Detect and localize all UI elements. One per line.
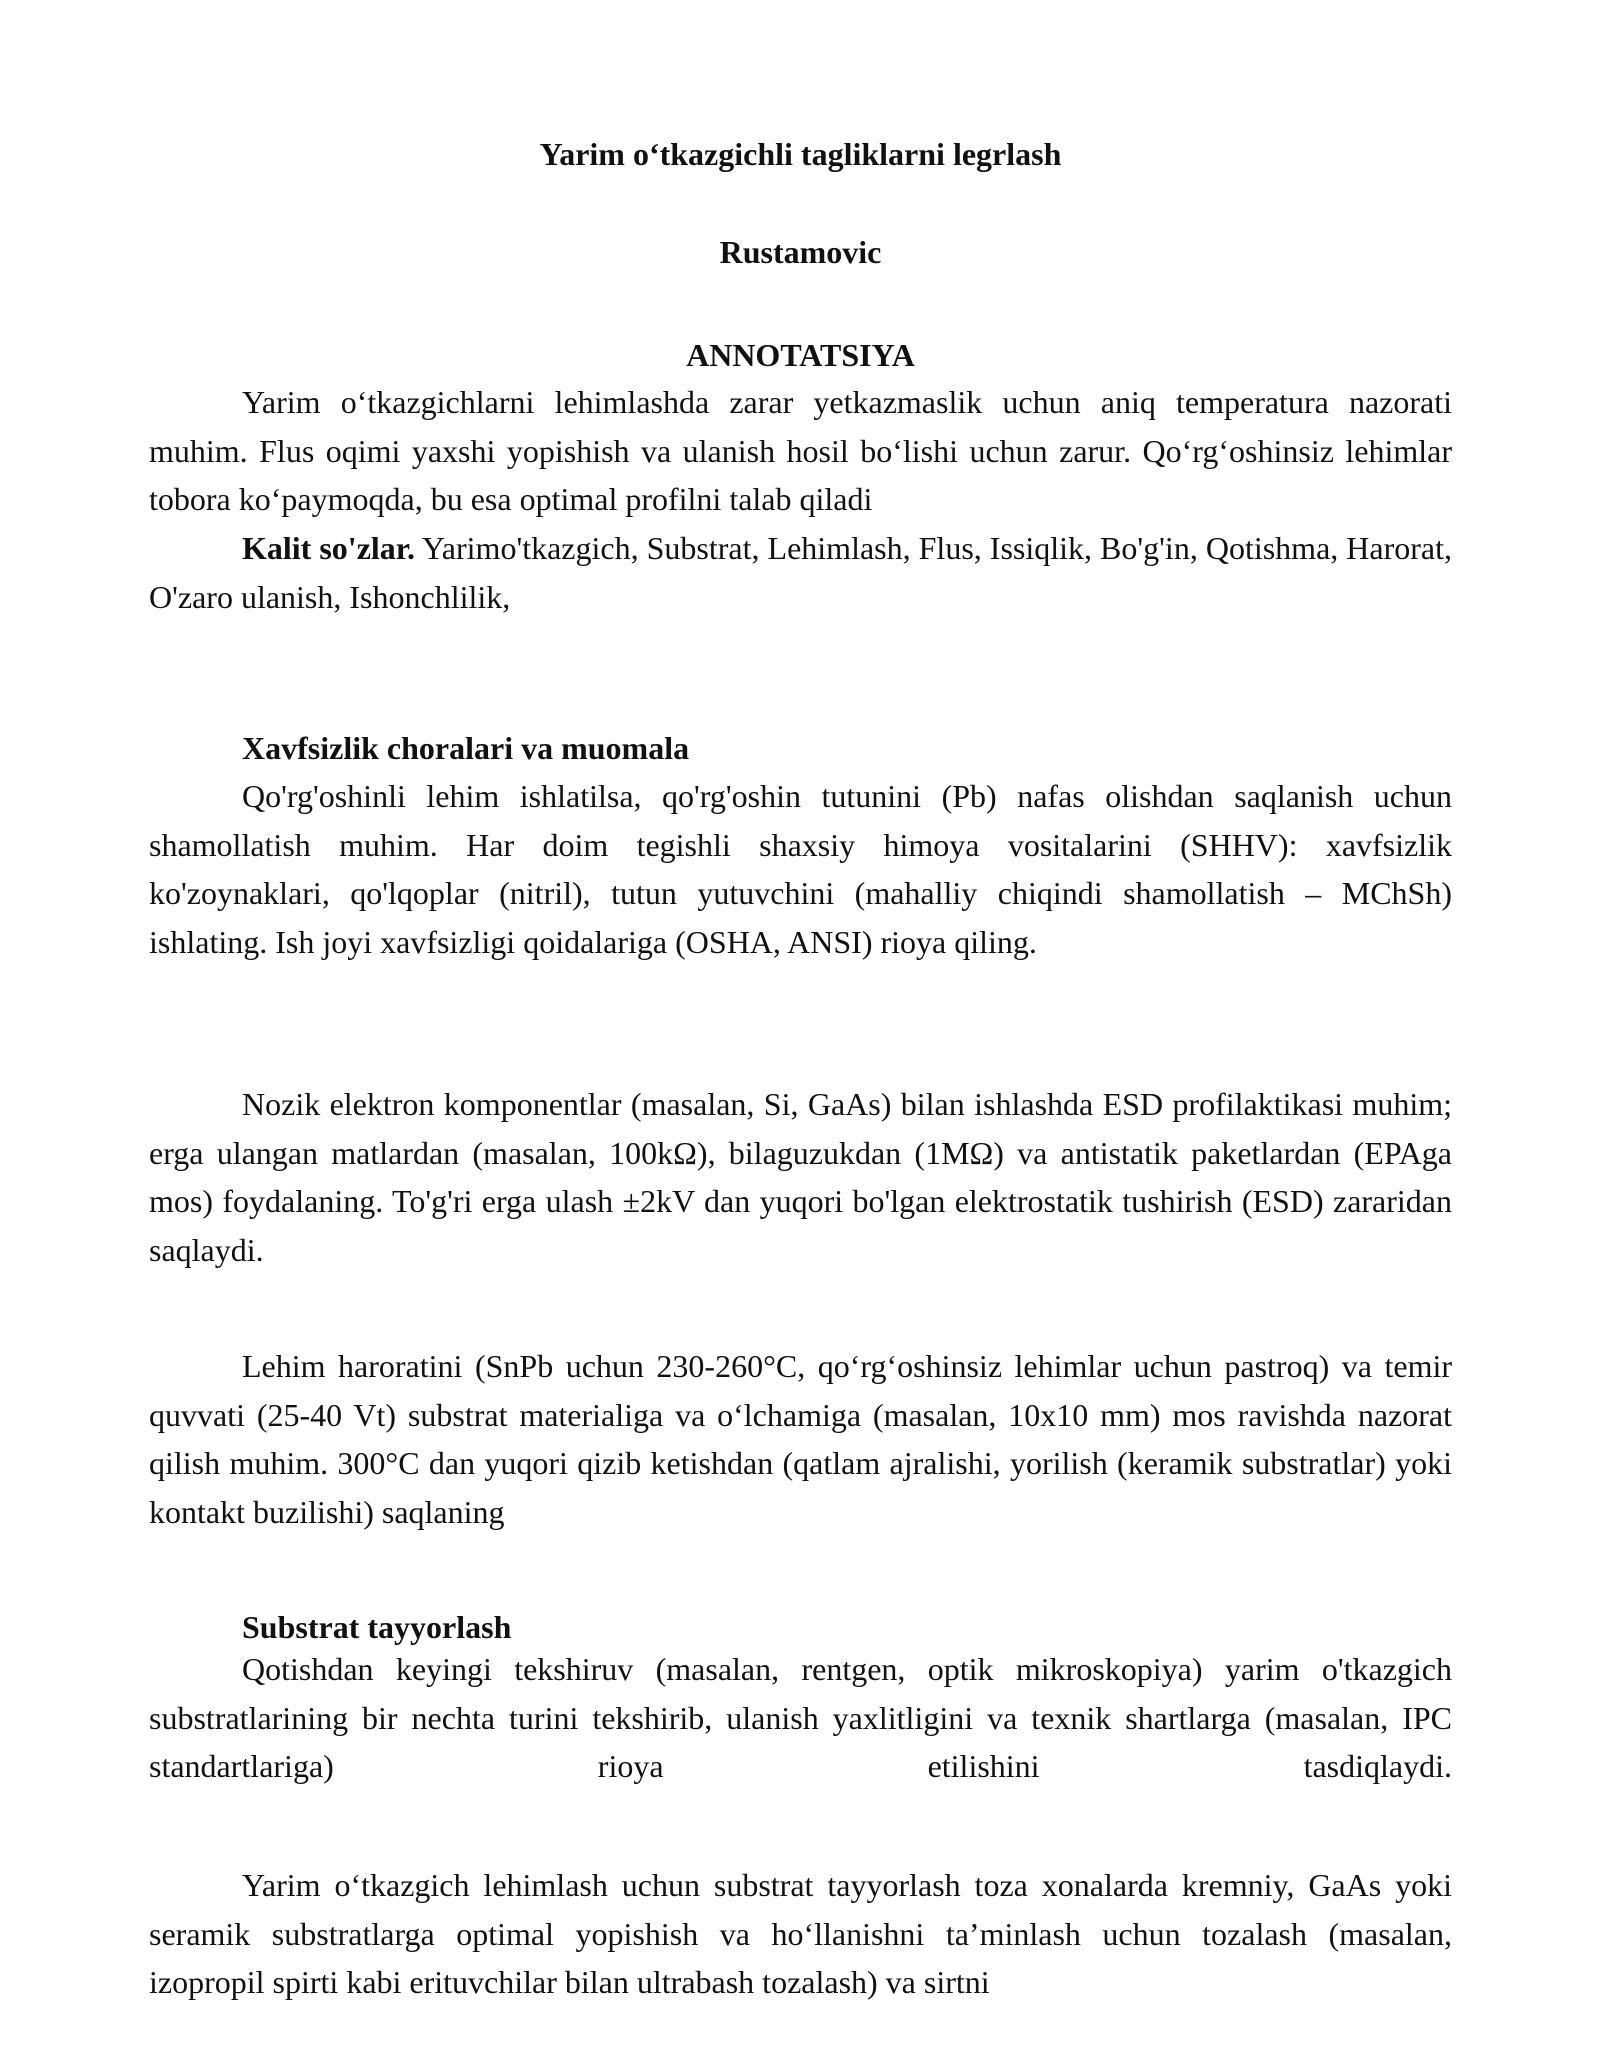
annotation-heading: ANNOTATSIYA — [686, 337, 915, 373]
section-heading-safety: Xavfsizlik choralari va muomala — [242, 730, 690, 766]
document-title: Yarim o‘tkazgichli tagliklarni legrlash — [539, 136, 1062, 172]
keywords-paragraph — [149, 524, 1452, 621]
keywords-list: Yarimo'tkazgich, Substrat, Lehimlash, Flus, Issiqlik, Bo'g'in, Qotishma, Harorat, O'zaro ulanish, Ishonchlilik, — [149, 530, 1453, 615]
substrate-paragraph-1: Qotishdan keyingi tekshiruv (masalan, rentgen, optik mikroskopiya) yarim o'tkazgich substratlarining bir nechta turini tekshirib, ulanish yaxlitligini va texnik shartlarga (masalan, IPC standartlariga) rioya etilishini tasdiqlaydi. — [149, 1651, 1452, 1785]
safety-paragraph-2: Nozik elektron komponentlar (masalan, Si, GaAs) bilan ishlashda ESD profilaktikasi muhim; erga ulangan matlardan (masalan, 100kΩ), bilaguzukdan (1MΩ) va antistatik paketlardan (EPAga mos) foydalaning. To'g'ri erga ulash ±2kV dan yuqori bo'lgan elektrostatik tushirish (ESD) zararidan saqlaydi. — [149, 1086, 1452, 1268]
section-heading-substrate: Substrat tayyorlash — [242, 1609, 512, 1645]
annotation-paragraph: Yarim o‘tkazgichlarni lehimlashda zarar yetkazmaslik uchun aniq temperatura nazorati muhim. Flus oqimi yaxshi yopishish va ulanish hosil bo‘lishi uchun zarur. Qo‘rg‘oshinsiz lehimlar tobora ko‘paymoqda, bu esa optimal profilni talab qiladi — [149, 384, 1452, 518]
document-author: Rustamovic — [719, 234, 882, 270]
keywords-label: Kalit so'zlar. — [242, 530, 416, 566]
substrate-paragraph-2: Yarim o‘tkazgich lehimlash uchun substrat tayyorlash toza xonalarda kremniy, GaAs yoki seramik substratlarga optimal yopishish va ho‘llanishni ta’minlash uchun tozalash (masalan, izopropil spirti kabi erituvchilar bilan ultrabash tozalash) va sirtni — [149, 1867, 1452, 2001]
safety-paragraph-1: Qo'rg'oshinli lehim ishlatilsa, qo'rg'oshin tutunini (Pb) nafas olishdan saqlanish uchun shamollatish muhim. Har doim tegishli shaxsiy himoya vositalarini (SHHV): xavfsizlik ko'zoynaklari, qo'lqoplar (nitril), tutun yutuvchini (mahalliy chiqindi shamollatish – MChSh) ishlating. Ish joyi xavfsizligi qoidalariga (OSHA, ANSI) rioya qiling. — [149, 778, 1452, 960]
safety-paragraph-3: Lehim haroratini (SnPb uchun 230-260°C, qo‘rg‘oshinsiz lehimlar uchun pastroq) va temir quvvati (25-40 Vt) substrat materialiga va o‘lchamiga (masalan, 10x10 mm) mos ravishda nazorat qilish muhim. 300°C dan yuqori qizib ketishdan (qatlam ajralishi, yorilish (keramik substratlar) yoki kontakt buzilishi) saqlaning — [149, 1348, 1452, 1530]
